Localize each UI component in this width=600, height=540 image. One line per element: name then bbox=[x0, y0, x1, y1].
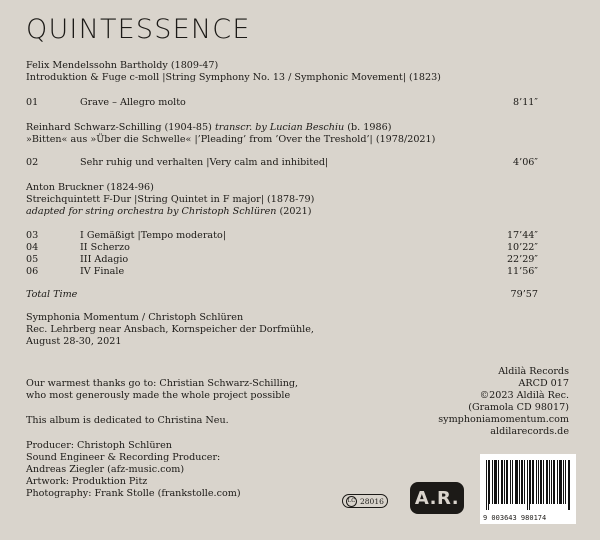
barcode-bar bbox=[559, 460, 560, 504]
work2-transcriber-born: (b. 1986) bbox=[347, 122, 392, 133]
thanks-line: Our warmest thanks go to: Christian Schwarz-Schilling, bbox=[26, 378, 299, 389]
work3-composer: Anton Bruckner (1824-96) bbox=[26, 182, 154, 193]
barcode-bar bbox=[521, 460, 522, 504]
credit-line: Andreas Ziegler (afz-music.com) bbox=[26, 464, 185, 475]
barcode-bar bbox=[495, 460, 496, 504]
credit-line: Artwork: Produktion Pitz bbox=[26, 476, 148, 487]
barcode-bar bbox=[489, 460, 490, 504]
barcode-digits: 9 003643 980174 bbox=[483, 514, 547, 522]
barcode-bar bbox=[488, 460, 489, 510]
barcode-bar bbox=[519, 460, 520, 504]
label-info-line: symphoniamomentum.com bbox=[438, 414, 569, 425]
barcode-bar bbox=[557, 460, 558, 504]
track-title: II Scherzo bbox=[80, 242, 130, 253]
recording-date: August 28-30, 2021 bbox=[26, 336, 122, 347]
barcode-bar bbox=[532, 460, 533, 504]
barcode-bar bbox=[492, 460, 493, 504]
performers: Symphonia Momentum / Christoph Schlüren bbox=[26, 312, 244, 323]
total-time-label: Total Time bbox=[26, 289, 78, 300]
work2-piece: »Bitten« aus »Über die Schwelle« |’Pleading’ from ’Over the Treshold’| (1978/2021) bbox=[26, 134, 436, 145]
barcode-bar bbox=[530, 460, 531, 504]
barcode-bar bbox=[522, 460, 523, 504]
barcode-bar bbox=[560, 460, 561, 504]
barcode-bar bbox=[565, 460, 566, 504]
track-title: I Gemäßigt |Tempo moderato| bbox=[80, 230, 227, 241]
work3-adapted-year: (2021) bbox=[279, 206, 312, 217]
credit-line: Sound Engineer & Recording Producer: bbox=[26, 452, 221, 463]
track-duration: 17’44″ bbox=[506, 230, 538, 241]
barcode-bar bbox=[524, 460, 525, 504]
credit-line: Producer: Christoph Schlüren bbox=[26, 440, 172, 451]
thanks-line: who most generously made the whole project possible bbox=[26, 390, 291, 401]
barcode-bar bbox=[568, 460, 569, 510]
barcode-bar bbox=[533, 460, 534, 504]
recording-location: Rec. Lehrberg near Ansbach, Kornspeicher der Dorfmühle, bbox=[26, 324, 314, 335]
barcode-bar bbox=[506, 460, 507, 504]
barcode-bar bbox=[517, 460, 518, 504]
barcode-bar bbox=[563, 460, 564, 504]
barcode-bar bbox=[494, 460, 495, 504]
barcode-bar bbox=[504, 460, 505, 504]
barcode-bar bbox=[543, 460, 544, 504]
work3-piece: Streichquintett F-Dur |String Quintet in F major| (1878-79) bbox=[26, 194, 315, 205]
barcode-bar bbox=[547, 460, 548, 504]
work1-composer: Felix Mendelssohn Bartholdy (1809-47) bbox=[26, 60, 219, 71]
dedication: This album is dedicated to Christina Neu. bbox=[26, 415, 229, 426]
total-time-duration: 79’57 bbox=[510, 289, 538, 300]
work2-composer: Reinhard Schwarz-Schilling (1904-85) bbox=[26, 122, 212, 133]
aldila-records-logo bbox=[410, 482, 464, 514]
track-number: 02 bbox=[26, 157, 39, 168]
barcode-bar bbox=[538, 460, 539, 504]
track-duration: 22’29″ bbox=[506, 254, 538, 265]
barcode-bar bbox=[516, 460, 517, 504]
label-info-line: aldilarecords.de bbox=[490, 426, 569, 437]
barcode-bar bbox=[501, 460, 502, 504]
barcode-bar bbox=[529, 460, 530, 510]
barcode-bar bbox=[541, 460, 542, 504]
barcode-bar bbox=[551, 460, 552, 504]
label-info-line: ARCD 017 bbox=[518, 378, 569, 389]
label-info-line: ©2023 Aldilà Rec. bbox=[479, 390, 569, 401]
work3-adaptation-line bbox=[26, 206, 311, 218]
track-title: Grave – Allegro molto bbox=[80, 97, 186, 108]
barcode-bar bbox=[546, 460, 547, 504]
track-number: 01 bbox=[26, 97, 39, 108]
barcode-bar bbox=[540, 460, 541, 504]
label-code: 28016 bbox=[360, 496, 384, 506]
label-info-line: Aldilà Records bbox=[498, 366, 569, 377]
track-title: IV Finale bbox=[80, 266, 125, 277]
barcode-bar bbox=[486, 460, 487, 510]
barcode-bar bbox=[527, 460, 528, 510]
track-duration: 4’06″ bbox=[513, 157, 538, 168]
barcode bbox=[480, 454, 576, 524]
track-title: Sehr ruhig und verhalten |Very calm and inhibited| bbox=[80, 157, 329, 168]
work1-piece: Introduktion & Fuge c-moll |String Symphony No. 13 / Symphonic Movement| (1823) bbox=[26, 72, 441, 83]
lc-mark: LC bbox=[346, 496, 357, 507]
track-number: 06 bbox=[26, 266, 39, 277]
label-code-logo bbox=[342, 494, 388, 508]
track-number: 03 bbox=[26, 230, 39, 241]
label-info-line: (Gramola CD 98017) bbox=[468, 402, 569, 413]
barcode-bar bbox=[554, 460, 555, 504]
work2-composer-line bbox=[26, 122, 391, 134]
barcode-bar bbox=[498, 460, 499, 504]
barcode-bar bbox=[536, 460, 537, 504]
barcode-bar bbox=[496, 460, 497, 504]
barcode-bar bbox=[502, 460, 503, 504]
barcode-bars-icon bbox=[486, 460, 570, 510]
barcode-bar bbox=[515, 460, 516, 504]
track-number: 04 bbox=[26, 242, 39, 253]
track-title: III Adagio bbox=[80, 254, 129, 265]
credit-line: Photography: Frank Stolle (frankstolle.com) bbox=[26, 488, 241, 499]
barcode-bar bbox=[549, 460, 550, 504]
album-title: QUINTESSENCE bbox=[26, 14, 251, 45]
track-duration: 11’56″ bbox=[506, 266, 538, 277]
work3-adapted: adapted for string orchestra by Christoph Schlüren bbox=[26, 206, 277, 217]
work2-transcriber: transcr. by Lucian Beschiu bbox=[214, 122, 345, 133]
track-duration: 10’22″ bbox=[506, 242, 538, 253]
barcode-bar bbox=[512, 460, 513, 504]
barcode-bar bbox=[507, 460, 508, 504]
track-number: 05 bbox=[26, 254, 39, 265]
track-duration: 8’11″ bbox=[513, 97, 538, 108]
barcode-bar bbox=[569, 460, 570, 510]
barcode-bar bbox=[561, 460, 562, 504]
barcode-bar bbox=[510, 460, 511, 504]
barcode-bar bbox=[553, 460, 554, 504]
aldila-records-logo-text: A.R. bbox=[414, 487, 460, 509]
